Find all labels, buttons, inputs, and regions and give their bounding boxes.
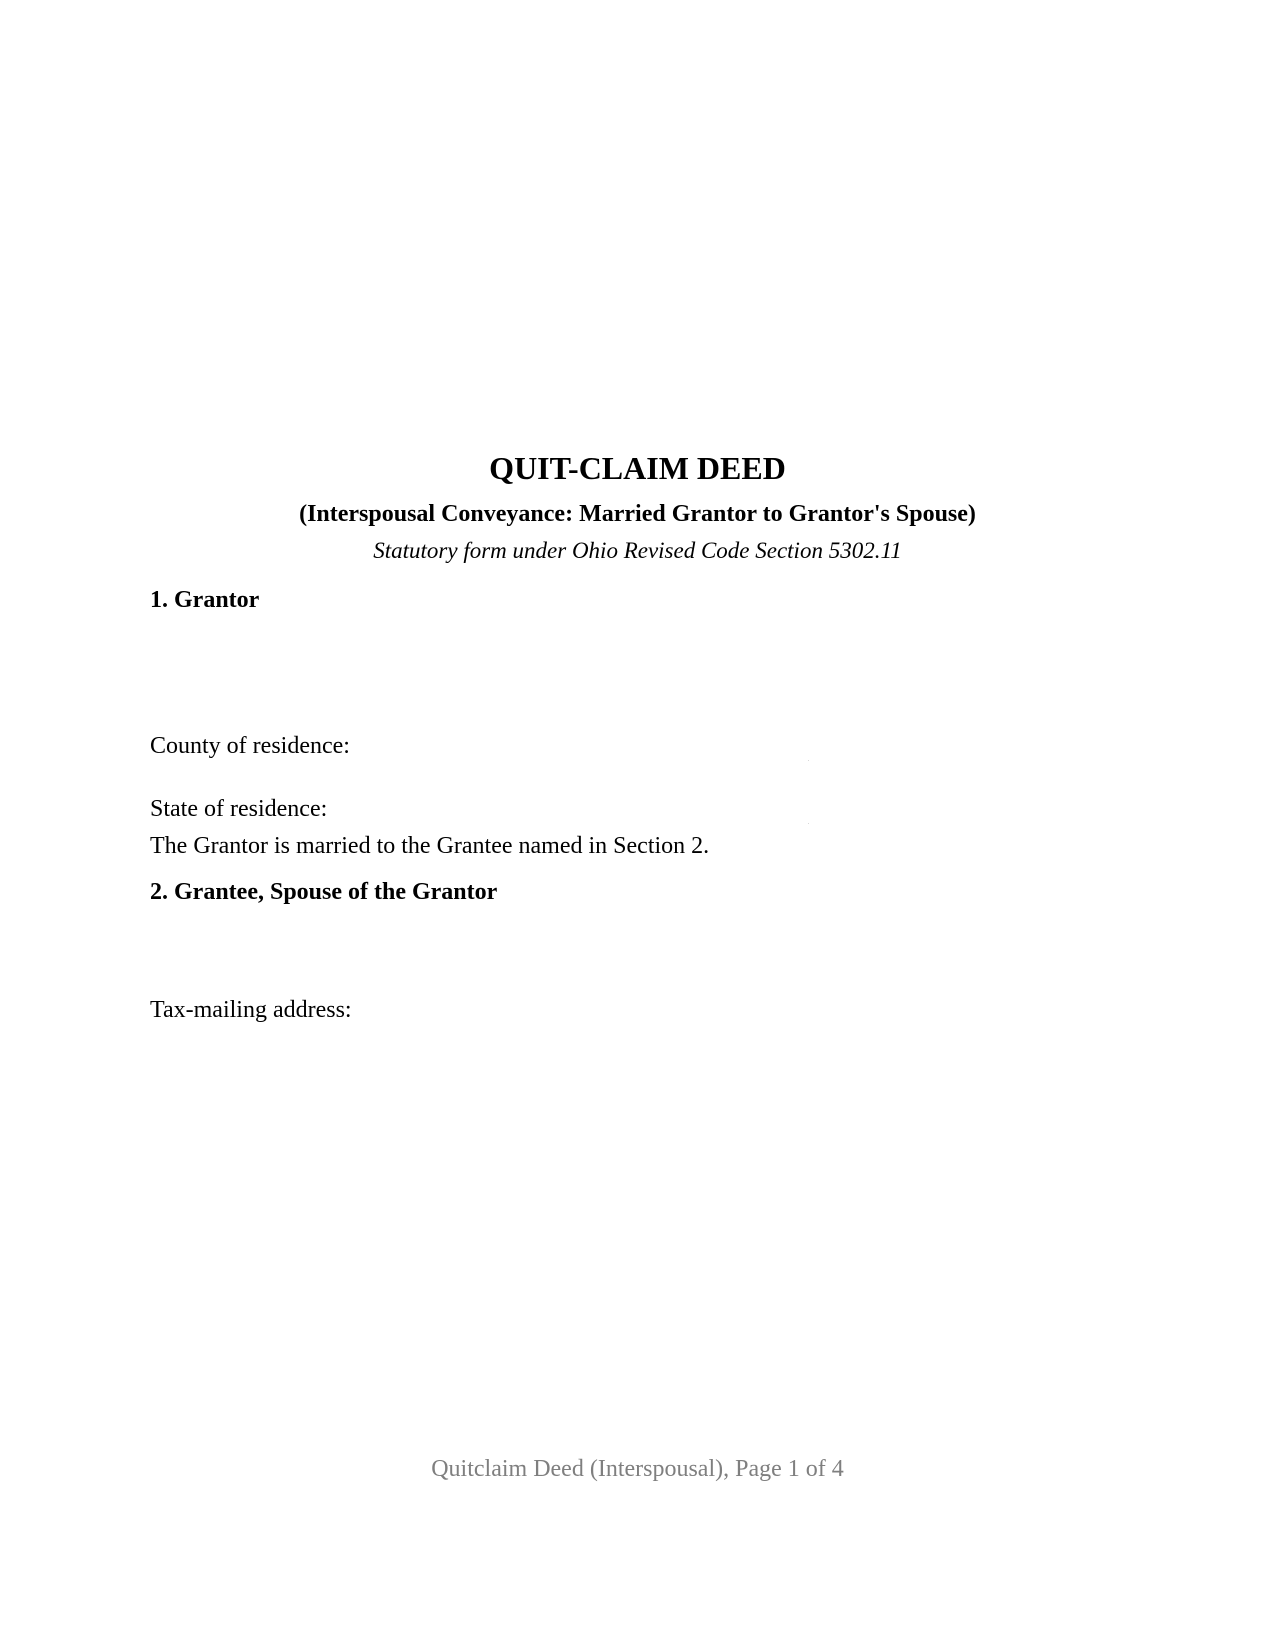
- county-of-residence-field[interactable]: [480, 760, 820, 761]
- statute-note: Statutory form under Ohio Revised Code Section 5302.11: [373, 538, 902, 563]
- document-subtitle: (Interspousal Conveyance: Married Grantor to Grantor's Spouse): [299, 501, 976, 527]
- section-2-heading: 2. Grantee, Spouse of the Grantor: [150, 879, 498, 905]
- state-of-residence-field[interactable]: [480, 823, 820, 824]
- marriage-statement: The Grantor is married to the Grantee named in Section 2.: [150, 833, 710, 859]
- tax-mailing-address-label: Tax-mailing address:: [150, 997, 352, 1023]
- page-footer: Quitclaim Deed (Interspousal), Page 1 of 4: [431, 1456, 844, 1482]
- state-of-residence-label: State of residence:: [150, 796, 328, 822]
- county-of-residence-label: County of residence:: [150, 733, 350, 759]
- field-marker: [808, 760, 809, 761]
- section-1-heading: 1. Grantor: [150, 587, 260, 613]
- field-marker: [808, 823, 809, 824]
- document-title: QUIT-CLAIM DEED: [489, 450, 786, 486]
